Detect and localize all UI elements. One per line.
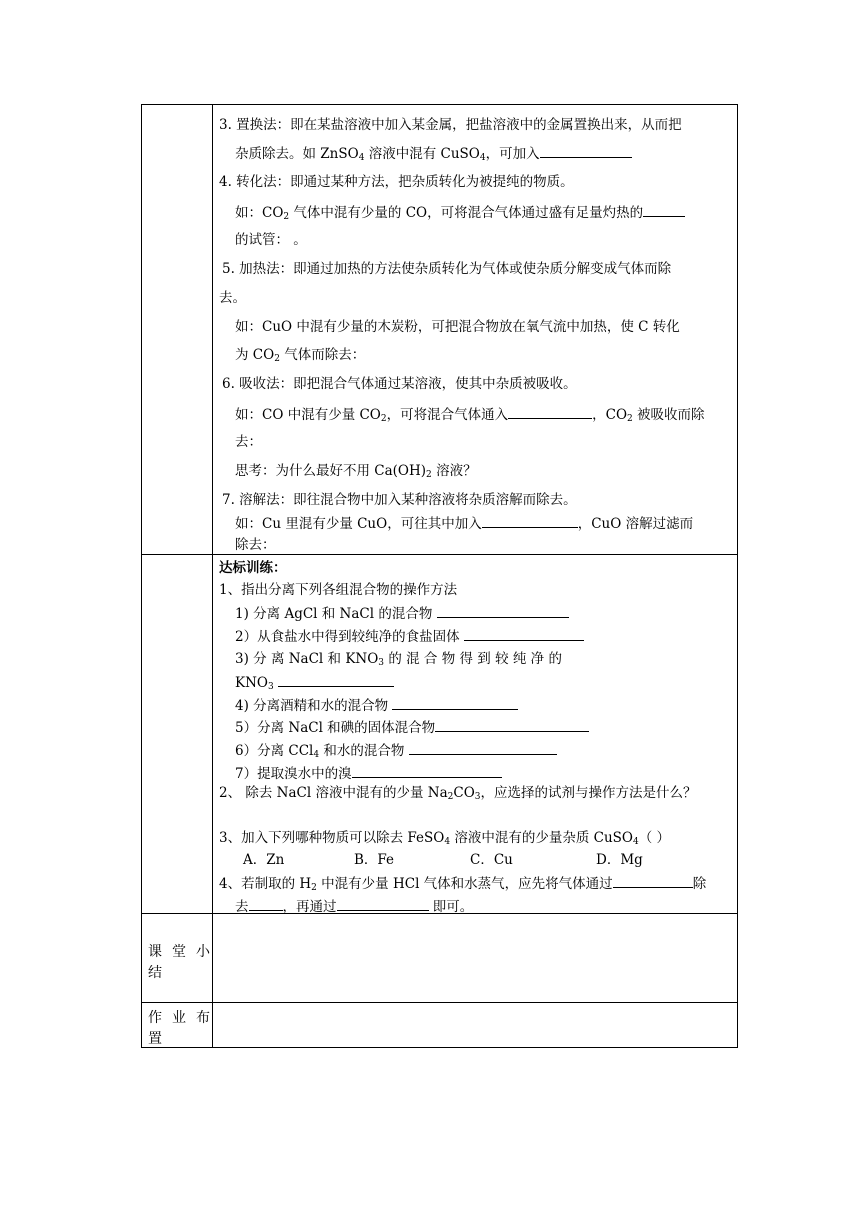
homework-label-line-1: 作业布 — [148, 1010, 220, 1026]
answer-blank[interactable] — [508, 405, 592, 419]
method-6-line-3: 去： — [235, 434, 262, 450]
question-4-line-1: 4、若制取的 $H_2$ 中混有少量 HCl 气体和水蒸气，应先将气体通过 除 — [219, 876, 707, 893]
question-4-line-2: 去 ，再通过 即可。 — [235, 899, 474, 915]
question-1-2: 2）从食盐水中得到较纯净的食盐固体 — [235, 627, 584, 646]
method-5-line-3: 如：CuO 中混有少量的木炭粉，可把混合物放在氧气流中加热，使 C 转化 — [235, 319, 680, 335]
answer-blank[interactable] — [278, 673, 394, 687]
question-1-7: 7）提取溴水中的溴 — [235, 764, 502, 783]
method-3-line-2: 杂质除去。如 ZnSO$_4$ 溶液中混有 CuSO$_4$，可加入 — [235, 144, 632, 163]
method-7-line-2: 如：Cu 里混有少量 CuO，可往其中加入 ，CuO 溶解过滤而 — [235, 516, 694, 532]
question-1-3-line-1: 3) 分 离 NaCl 和 $KNO_3$ 的 混 合 物 得 到 较 纯 净 的 — [235, 651, 562, 668]
question-3-option-a[interactable]: A．Zn — [243, 852, 285, 868]
question-1-4: 4) 分离酒精和水的混合物 — [235, 696, 518, 715]
summary-label-line-2: 结 — [148, 965, 172, 981]
answer-blank[interactable] — [392, 696, 518, 710]
row-divider-training — [142, 554, 737, 555]
answer-blank[interactable] — [409, 741, 557, 755]
answer-blank[interactable] — [352, 764, 502, 778]
answer-blank[interactable] — [249, 897, 283, 911]
method-7-line-1: 7. 溶解法：即往混合物中加入某种溶液将杂质溶解而除去。 — [222, 492, 577, 508]
answer-blank[interactable] — [482, 514, 578, 528]
summary-label-line-1: 课堂小 — [148, 944, 220, 960]
method-6-line-2: 如：CO 中混有少量 $CO_2$，可将混合气体通入 ，$CO_2$ 被吸收而除 — [235, 407, 705, 424]
method-7-line-3: 除去： — [235, 537, 276, 553]
question-2: 2、 除去 NaCl 溶液中混有的少量 $Na_2CO_3$，应选择的试剂与操作方法是什么？ — [219, 785, 697, 802]
row-divider-homework — [142, 1002, 737, 1003]
answer-blank[interactable] — [613, 874, 693, 888]
question-3-option-b[interactable]: B．Fe — [354, 852, 395, 868]
question-3-option-d[interactable]: D．Mg — [596, 852, 643, 868]
question-1-3-line-2: $KNO_3$ — [235, 673, 394, 692]
answer-blank[interactable] — [540, 144, 632, 158]
question-1-5: 5）分离 NaCl 和碘的固体混合物 — [235, 718, 589, 737]
question-1-1: 1) 分离 AgCl 和 NaCl 的混合物 — [235, 604, 569, 623]
method-6-line-1: 6. 吸收法：即把混合气体通过某溶液，使其中杂质被吸收。 — [222, 376, 577, 392]
method-4-line-3: 的试管： 。 — [235, 232, 307, 248]
answer-blank[interactable] — [337, 897, 429, 911]
answer-blank[interactable] — [464, 627, 584, 641]
training-title: 达标训练： — [219, 560, 287, 576]
answer-blank[interactable] — [643, 203, 685, 217]
homework-label-line-2: 置 — [148, 1031, 172, 1047]
method-4-line-1: 4. 转化法：即通过某种方法，把杂质转化为被提纯的物质。 — [219, 174, 574, 190]
question-1-6: 6）分离 CCl$_4$ 和水的混合物 — [235, 741, 557, 760]
question-3-option-c[interactable]: C．Cu — [470, 852, 513, 868]
answer-blank[interactable] — [435, 718, 589, 732]
column-divider — [212, 105, 213, 1047]
question-3: 3、加入下列哪种物质可以除去 FeSO$_4$ 溶液中混有的少量杂质 CuSO$_4$（ ） — [219, 830, 671, 847]
question-1: 1、指出分离下列各组混合物的操作方法 — [219, 582, 458, 598]
method-5-line-1: 5. 加热法：即通过加热的方法使杂质转化为气体或使杂质分解变成气体而除 — [222, 261, 672, 277]
method-4-line-2: 如：$CO_2$ 气体中混有少量的 CO，可将混合气体通过盛有足量灼热的 — [235, 203, 685, 222]
method-6-line-4: 思考：为什么最好不用 $Ca(OH)_2$ 溶液？ — [235, 463, 477, 480]
method-3-line-1: 3. 置换法：即在某盐溶液中加入某金属，把盐溶液中的金属置换出来，从而把 — [219, 117, 682, 133]
answer-blank[interactable] — [437, 604, 569, 618]
method-5-line-4: 为 $CO_2$ 气体而除去： — [235, 347, 366, 364]
method-5-line-2: 去。 — [219, 290, 246, 306]
